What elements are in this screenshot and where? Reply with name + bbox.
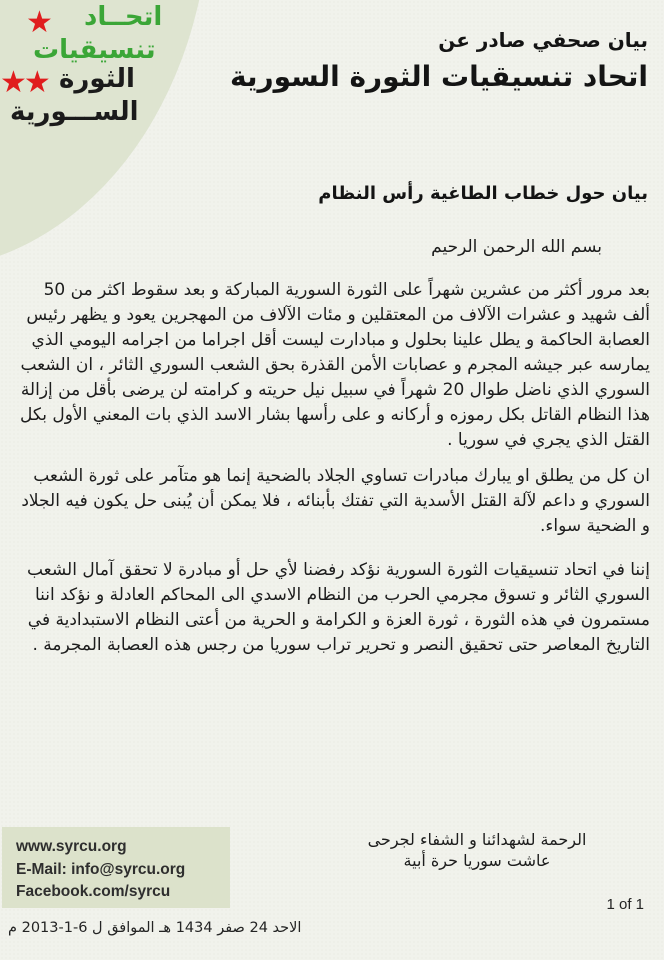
contact-facebook: Facebook.com/syrcu — [16, 883, 171, 900]
star-icon: ★ — [26, 5, 53, 40]
logo-word-syrian: الســـورية — [10, 97, 139, 127]
statement-subject: بيان حول خطاب الطاغية رأس النظام — [318, 183, 648, 204]
body-paragraph-3: إننا في اتحاد تنسيقيات الثورة السورية نؤكد رفضنا لأي حل أو مبادرة لا تحقق آمال الشعب السوري الثائر و تسوق مجرمي الحرب من النظام الاسدي الى المحاكم العادلة و نؤكد اننا مستمرون في هذه الثورة ، ثورة العزة و الكرامة و الحرية من أعتى النظام الاستبدادية في التاريخ المعاصر حتى تحقيق النصر و تحرير تراب سوريا من رجس هذه العصابة المجرمة . — [26, 560, 650, 655]
logo-word-revolution: الثورة — [59, 64, 135, 94]
logo-word-union: اتحــاد — [84, 2, 163, 32]
contact-website: www.syrcu.org — [16, 838, 127, 855]
page-number: 1 of 1 — [606, 896, 644, 913]
closing-block — [346, 829, 608, 871]
logo-word-coordinations: تنسيقيات — [33, 35, 156, 65]
header-issued-by-line: بيان صحفي صادر عن — [438, 28, 648, 52]
header-org-name: اتحاد تنسيقيات الثورة السورية — [229, 60, 648, 93]
basmala-line: بسم الله الرحمن الرحيم — [431, 237, 602, 257]
body-paragraph-2: ان كل من يطلق او يبارك مبادرات تساوي الجلاد بالضحية إنما هو متآمر على ثورة الشعب السوري و داعم لآلة القتل الأسدية التي تفتك بأبنائه ، فلا يمكن أن يُبنى حل يكون فيه الجلاد و الضحية سواء. — [21, 466, 650, 536]
contact-panel — [2, 827, 230, 908]
closing-martyrs-line: الرحمة لشهدائنا و الشفاء لجرحى — [367, 830, 587, 849]
double-star-icon: ★★ — [0, 65, 48, 100]
body-paragraph-1: بعد مرور أكثر من عشرين شهراً على الثورة السورية المباركة و بعد سقوط اكثر من 50 ألف شهيد و عشرات الآلاف من المعتقلين و مئات الآلاف من المهجرين يعود و يظهر رئيس العصابة الحاكمة و يطل علينا بحلول و مبادارت ليست أقل اجراما من اجرامه اليومي الذي يمارسه عبر جيشه المجرم و عصابات الأمن القذرة بحق الشعب السوري الثائر ، ان الشعب السوري الذي ناضل طوال 20 شهراً في سبيل نيل حريته و كرامته لن يرضى بأقل من إزالة هذا النظام القاتل بكل رموزه و أركانه و على رأسها بشار الاسد الذي بات المعني الأول بكل القتل الذي يجري في سوريا . — [20, 280, 650, 450]
org-logo — [0, 0, 190, 150]
closing-slogan-line: عاشت سوريا حرة أبية — [403, 851, 551, 870]
date-line: الاحد 24 صفر 1434 هـ الموافق ل 6-1-2013 م — [8, 920, 302, 936]
contact-email: E-Mail: info@syrcu.org — [16, 860, 186, 878]
document-header — [230, 28, 648, 93]
